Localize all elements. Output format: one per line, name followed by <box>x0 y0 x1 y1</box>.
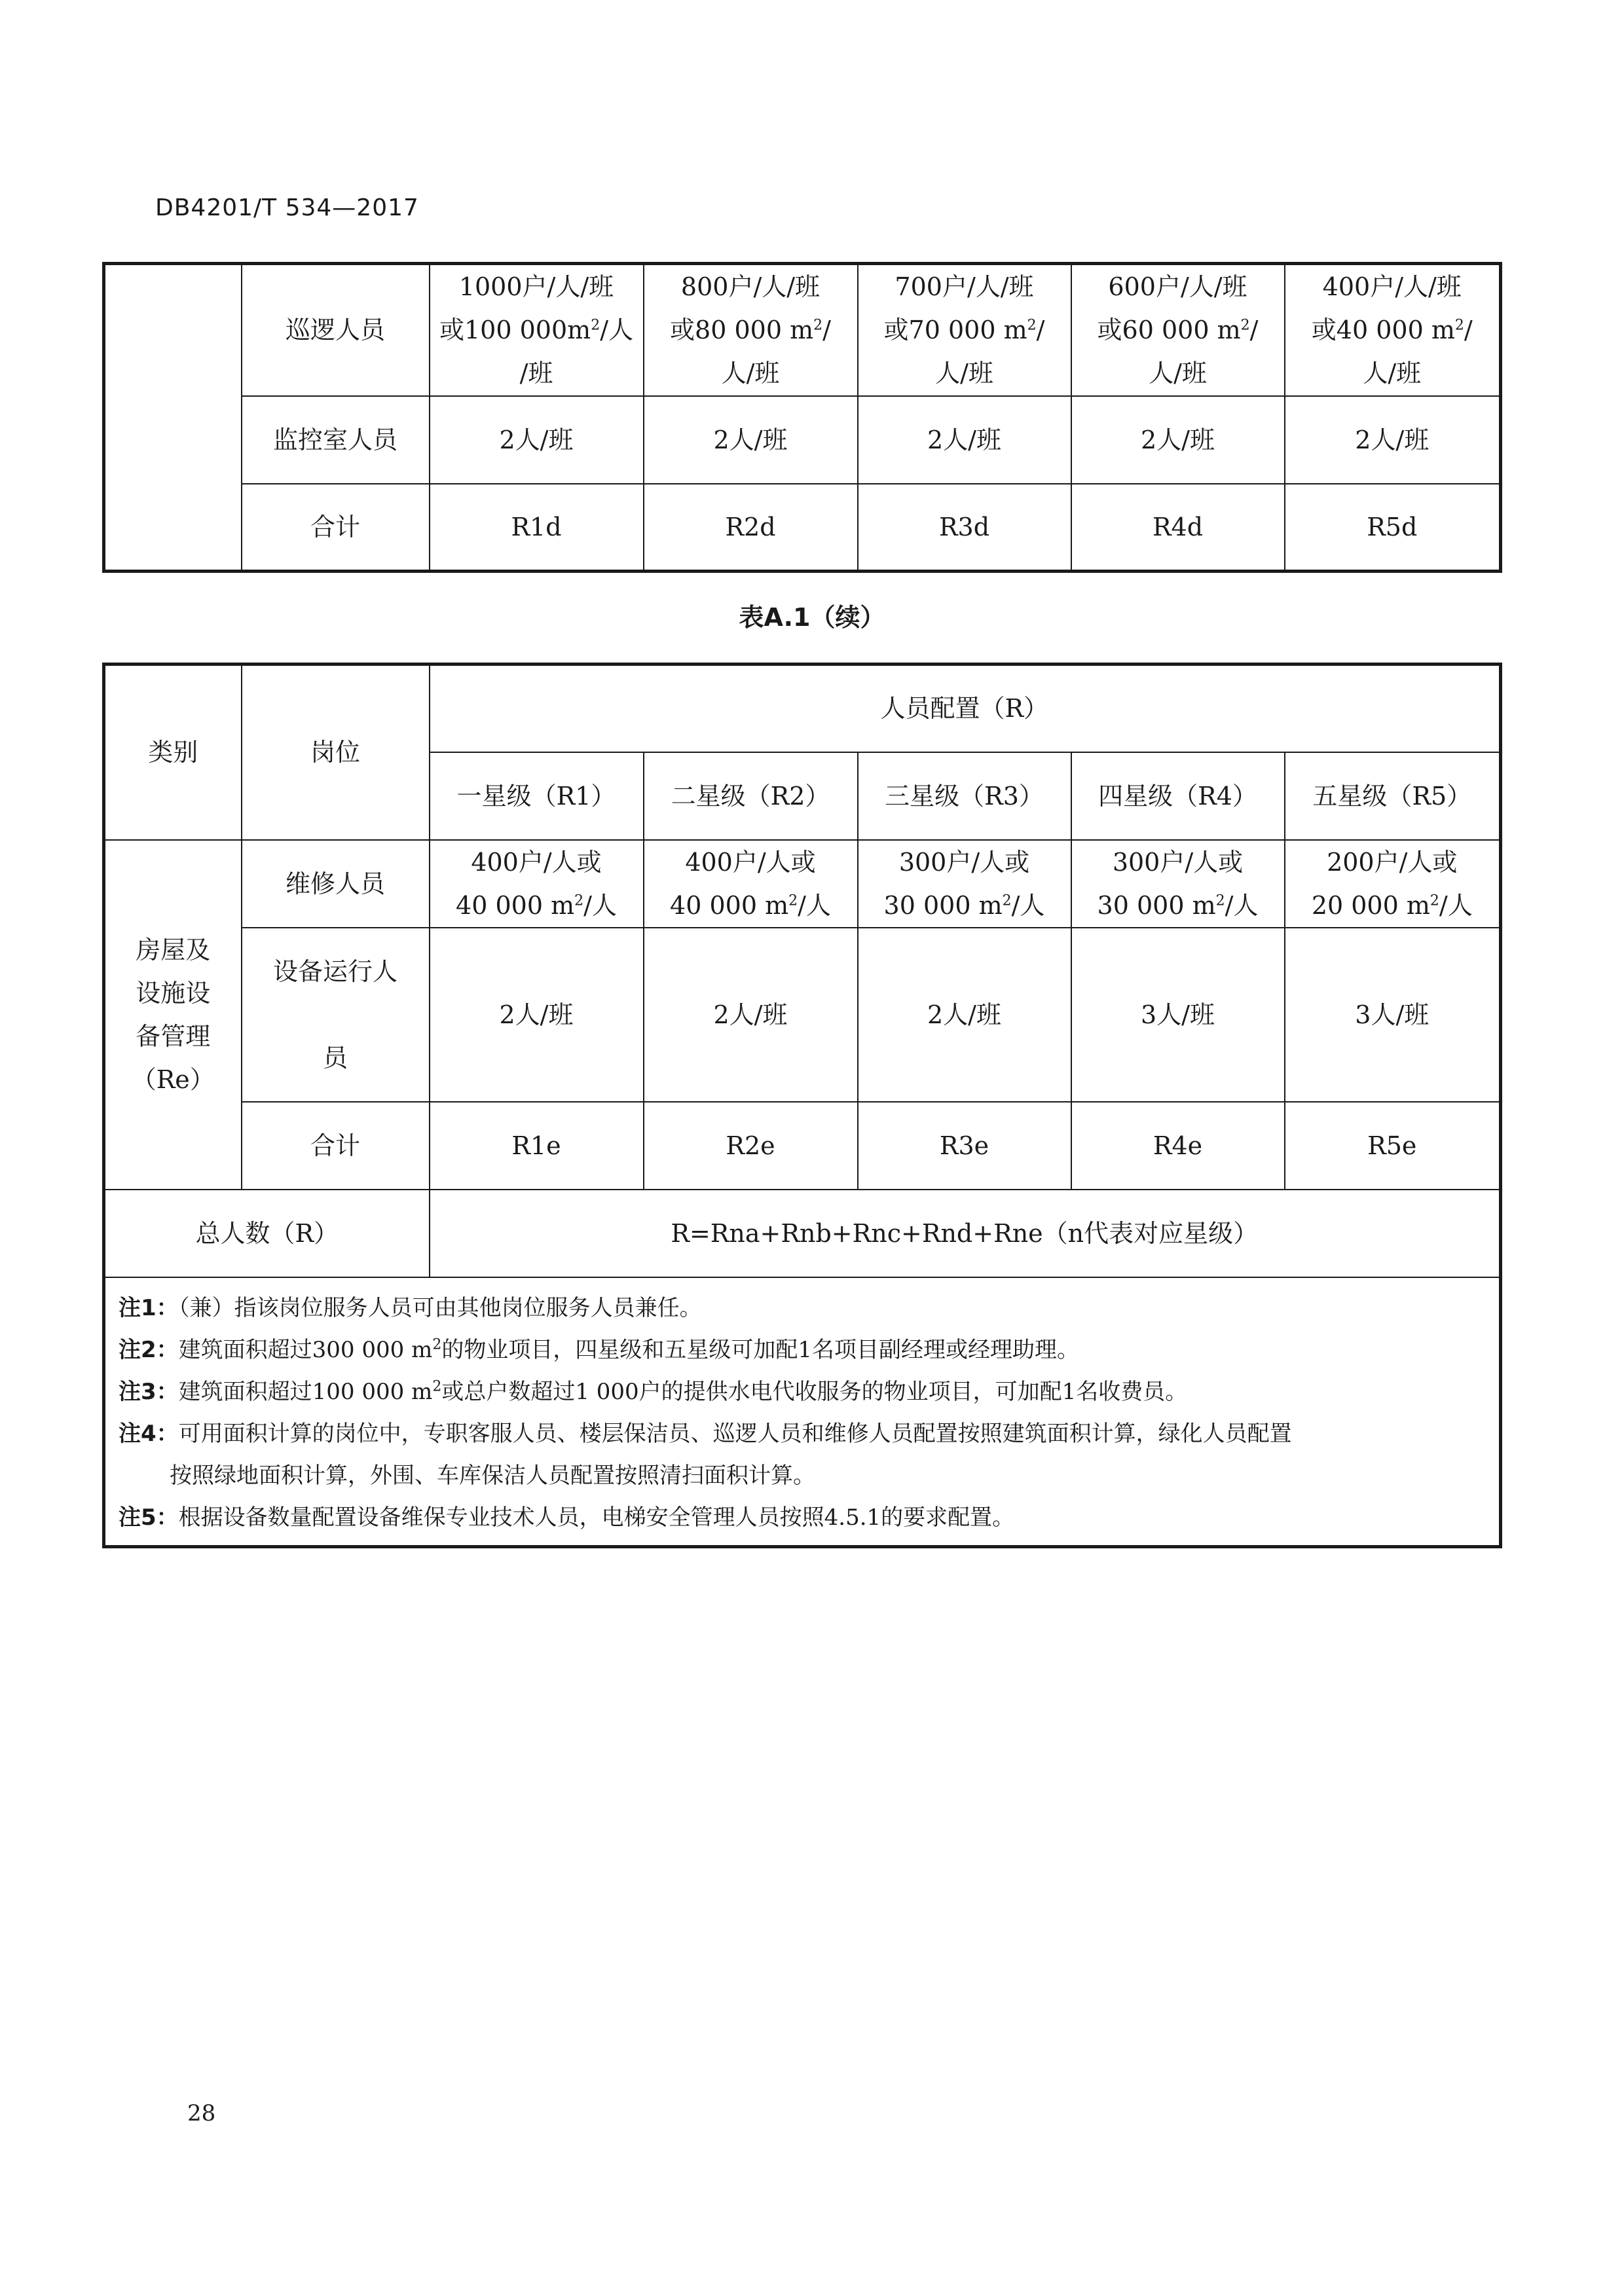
header-level: 五星级（R5） <box>1285 752 1501 840</box>
header-level: 四星级（R4） <box>1071 752 1285 840</box>
note-4: 注4：可用面积计算的岗位中，专职客服人员、楼层保洁员、巡逻人员和维修人员配置按照建筑面积计算，绿化人员配置 <box>119 1420 1292 1447</box>
subtotal-cell: R4e <box>1071 1102 1285 1190</box>
staffing-cell: 2人/班 <box>430 928 644 1102</box>
subtotal-cell: R1d <box>430 484 644 572</box>
header-row <box>104 665 1501 752</box>
page-number: 28 <box>187 2100 216 2126</box>
subtotal-cell: R5d <box>1285 484 1501 572</box>
staffing-cell: 400户/人或 40 000 $m^2/$人 <box>644 840 858 928</box>
notes-row <box>104 1277 1501 1547</box>
note-4-continuation: 按照绿地面积计算，外围、车库保洁人员配置按照清扫面积计算。 <box>170 1462 815 1489</box>
staffing-table-main <box>102 663 1502 1548</box>
staffing-cell: 2人/班 <box>1071 396 1285 484</box>
header-category: 类别 <box>104 665 242 840</box>
subtotal-cell: R5e <box>1285 1102 1501 1190</box>
header-level: 三星级（R3） <box>858 752 1071 840</box>
group-category-cell: 房屋及 设施设 备管理 （Re） <box>104 840 242 1190</box>
staffing-cell: 300户/人或 30 000 $m^2/$人 <box>1071 840 1285 928</box>
staffing-cell: 700户/人/班 或70 000 $m^2/$ 人/班 <box>858 264 1071 396</box>
staffing-cell: 400户/人/班 或40 000 $m^2/$ 人/班 <box>1285 264 1501 396</box>
staffing-table-continued-top <box>102 262 1502 573</box>
table-row-total <box>104 1190 1501 1277</box>
total-formula: R=Rna+Rnb+Rnc+Rnd+Rne（n代表对应星级） <box>430 1190 1501 1277</box>
header-level: 二星级（R2） <box>644 752 858 840</box>
note-3: 注3：建筑面积超过100 000 $m^2$或总户数超过1 000户的提供水电代收服务的物业项目，可加配1名收费员。 <box>119 1378 1188 1405</box>
position-cell: 巡逻人员 <box>242 264 430 396</box>
staffing-cell: 1000户/人/班 或100 $000m^2/$人 /班 <box>430 264 644 396</box>
position-cell: 监控室人员 <box>242 396 430 484</box>
staffing-cell: 2人/班 <box>858 928 1071 1102</box>
position-cell: 合计 <box>242 484 430 572</box>
position-cell: 设备运行人 员 <box>242 928 430 1102</box>
table-row-equipment-operation <box>104 928 1501 1102</box>
staffing-cell: 2人/班 <box>430 396 644 484</box>
document-code-header: DB4201/T 534—2017 <box>155 194 419 221</box>
header-position: 岗位 <box>242 665 430 840</box>
staffing-cell: 3人/班 <box>1285 928 1501 1102</box>
staffing-cell: 3人/班 <box>1071 928 1285 1102</box>
table-row-maintenance <box>104 840 1501 928</box>
header-level: 一星级（R1） <box>430 752 644 840</box>
staffing-cell: 300户/人或 30 000 $m^2/$人 <box>858 840 1071 928</box>
table-row-subtotal <box>104 484 1501 572</box>
notes-cell <box>104 1277 1501 1547</box>
position-cell: 合计 <box>242 1102 430 1190</box>
staffing-cell: 2人/班 <box>1285 396 1501 484</box>
subtotal-cell: R4d <box>1071 484 1285 572</box>
subtotal-cell: R1e <box>430 1102 644 1190</box>
subtotal-cell: R2d <box>644 484 858 572</box>
staffing-cell: 400户/人或 40 000 $m^2/$人 <box>430 840 644 928</box>
note-2: 注2：建筑面积超过300 000 $m^2$的物业项目，四星级和五星级可加配1名项目副经理或经理助理。 <box>119 1336 1079 1363</box>
table-caption: 表A.1（续） <box>739 603 885 632</box>
staffing-cell: 2人/班 <box>644 396 858 484</box>
position-cell: 维修人员 <box>242 840 430 928</box>
total-label: 总人数（R） <box>104 1190 430 1277</box>
subtotal-cell: R2e <box>644 1102 858 1190</box>
subtotal-cell: R3e <box>858 1102 1071 1190</box>
table-row-patrol <box>104 264 1501 396</box>
subtotal-cell: R3d <box>858 484 1071 572</box>
note-1: 注1：（兼）指该岗位服务人员可由其他岗位服务人员兼任。 <box>119 1294 702 1321</box>
table-row-monitoring <box>104 396 1501 484</box>
category-cell-empty <box>104 264 242 572</box>
table-row-subtotal <box>104 1102 1501 1190</box>
staffing-cell: 800户/人/班 或80 000 $m^2/$ 人/班 <box>644 264 858 396</box>
staffing-cell: 600户/人/班 或60 000 $m^2/$ 人/班 <box>1071 264 1285 396</box>
note-5: 注5：根据设备数量配置设备维保专业技术人员，电梯安全管理人员按照4.5.1的要求配置。 <box>119 1504 1015 1531</box>
staffing-cell: 2人/班 <box>858 396 1071 484</box>
staffing-cell: 200户/人或 20 000 $m^2/$人 <box>1285 840 1501 928</box>
staffing-cell: 2人/班 <box>644 928 858 1102</box>
header-staffing: 人员配置（R） <box>430 665 1501 752</box>
